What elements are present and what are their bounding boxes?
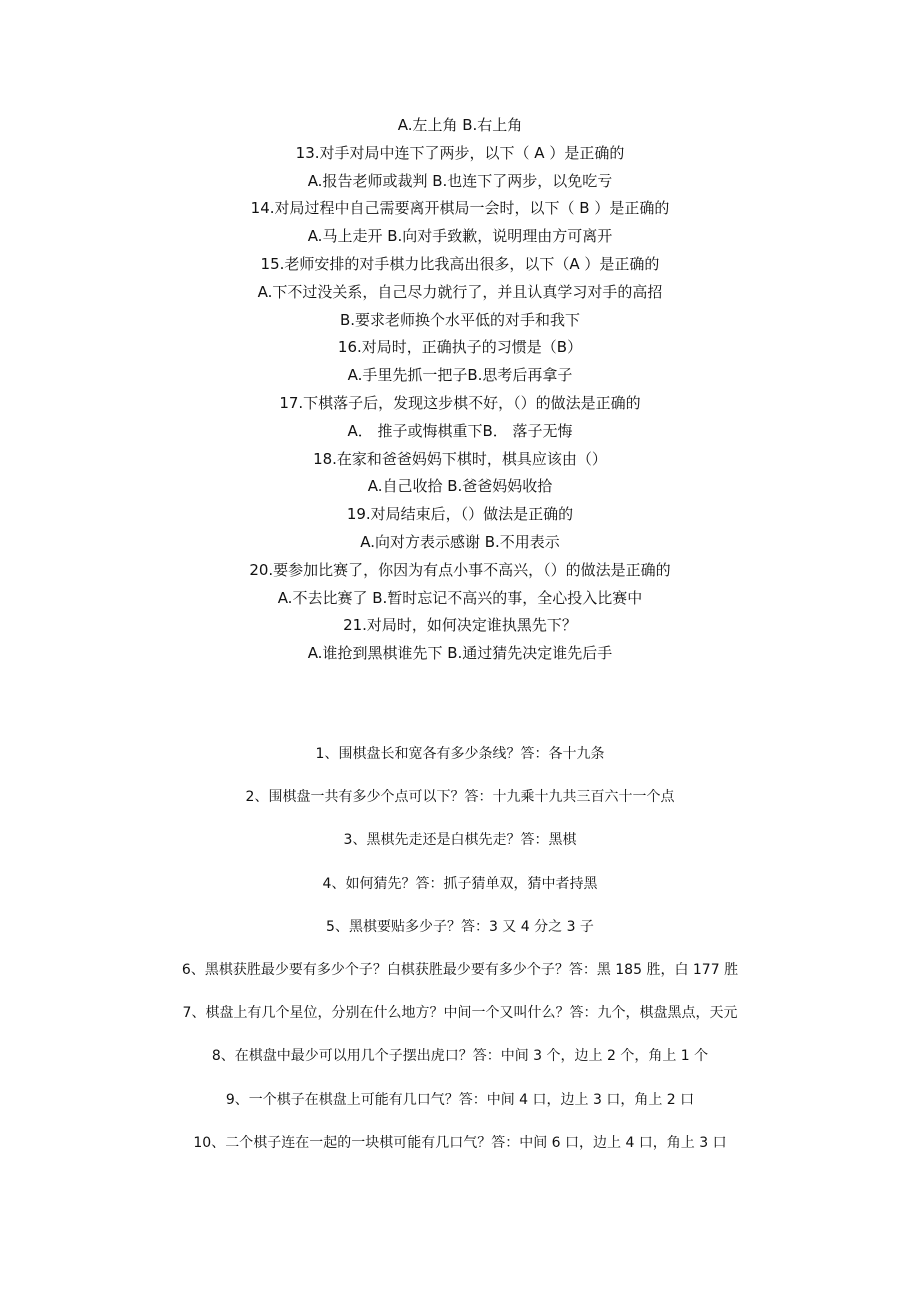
quiz-options: A.下不过没关系，自己尽力就行了，并且认真学习对手的高招 <box>257 282 663 301</box>
quiz-question: 21.对局时，如何决定谁执黑先下？ <box>343 616 577 635</box>
quiz-options: A.报告老师或裁判 B.也连下了两步，以免吃亏 <box>307 171 613 190</box>
quiz-line: A.左上角 B.右上角 <box>397 116 523 134</box>
quiz-options: A.马上走开 B.向对手致歉，说明理由方可离开 <box>307 227 613 246</box>
quiz-options: A.不去比赛了 B.暂时忘记不高兴的事，全心投入比赛中 <box>277 588 643 607</box>
qa-item: 10、二个棋子连在一起的一块棋可能有几口气？答：中间 6 口，边上 4 口，角上 3 口 <box>193 1134 727 1151</box>
qa-item: 4、如何猜先？答：抓子猜单双，猜中者持黑 <box>322 875 598 892</box>
qa-section <box>0 733 920 1165</box>
qa-item: 2、围棋盘一共有多少个点可以下？答：十九乘十九共三百六十一个点 <box>245 789 675 806</box>
quiz-question: 15.老师安排的对手棋力比我高出很多，以下（A ）是正确的 <box>260 254 660 273</box>
quiz-question: 16.对局时，正确执子的习惯是（B） <box>337 338 583 357</box>
quiz-question: 14.对局过程中自己需要离开棋局一会时，以下（ B ）是正确的 <box>250 199 670 218</box>
quiz-question: 19.对局结束后，（）做法是正确的 <box>346 505 574 524</box>
quiz-options: A． 推子或悔棋重下B． 落子无悔 <box>347 421 573 440</box>
quiz-options: B.要求老师换个水平低的对手和我下 <box>339 310 581 329</box>
qa-item: 8、在棋盘中最少可以用几个子摆出虎口？答：中间 3 个，边上 2 个，角上 1 个 <box>211 1048 709 1065</box>
quiz-section <box>0 112 920 668</box>
quiz-question: 20.要参加比赛了，你因为有点小事不高兴，（）的做法是正确的 <box>249 560 671 579</box>
quiz-options: A.自己收拾 B.爸爸妈妈收拾 <box>367 477 553 496</box>
quiz-options: A.向对方表示感谢 B.不用表示 <box>360 532 560 551</box>
qa-item: 5、黑棋要贴多少子？答：3 又 4 分之 3 子 <box>326 918 594 935</box>
qa-item: 6、黑棋获胜最少要有多少个子？白棋获胜最少要有多少个子？答：黑 185 胜，白 177 胜 <box>181 961 739 978</box>
qa-item: 9、一个棋子在棋盘上可能有几口气？答：中间 4 口，边上 3 口，角上 2 口 <box>225 1091 695 1108</box>
qa-item: 3、黑棋先走还是白棋先走？答：黑棋 <box>343 832 577 849</box>
quiz-options: A.谁抢到黑棋谁先下 B.通过猜先决定谁先后手 <box>307 644 613 663</box>
quiz-question: 13.对手对局中连下了两步，以下（ A ）是正确的 <box>295 143 625 162</box>
quiz-options: A.手里先抓一把子B.思考后再拿子 <box>347 366 573 385</box>
quiz-question: 17.下棋落子后，发现这步棋不好，（）的做法是正确的 <box>279 393 641 412</box>
quiz-question: 18.在家和爸爸妈妈下棋时，棋具应该由（） <box>313 449 607 468</box>
qa-item: 7、棋盘上有几个星位，分别在什么地方？中间一个又叫什么？答：九个，棋盘黑点，天元 <box>182 1005 738 1022</box>
qa-item: 1、围棋盘长和宽各有多少条线？答：各十九条 <box>315 746 605 762</box>
